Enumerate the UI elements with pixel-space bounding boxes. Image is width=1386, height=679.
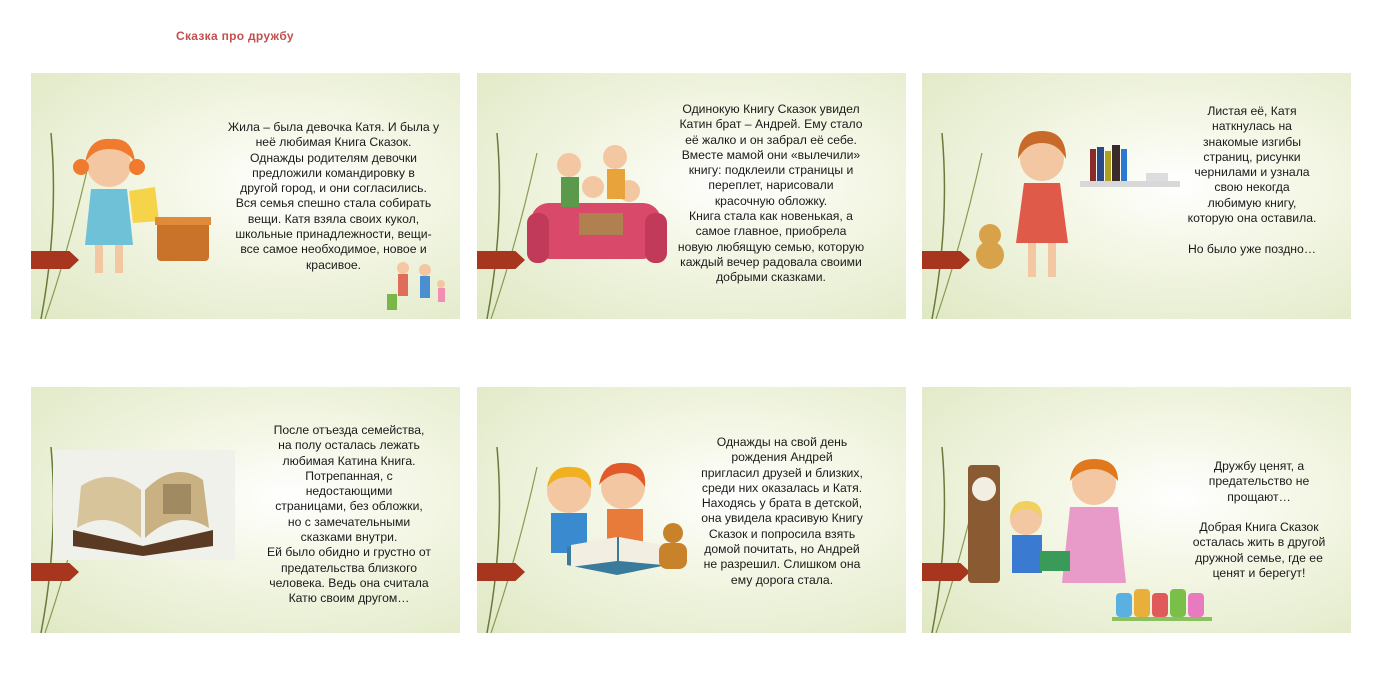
slide-4[interactable] — [31, 387, 460, 633]
slide-3[interactable] — [922, 73, 1351, 319]
family-reading-illustration — [527, 143, 667, 283]
slide-marker-arrow — [477, 563, 525, 581]
slide-2[interactable] — [477, 73, 906, 319]
girl-with-teddy-illustration — [972, 123, 1082, 293]
grandma-reading-illustration — [962, 459, 1132, 587]
slide-text: Жила – была девочка Катя. И была у неё любимая Книга Сказок. Однажды родителям девочки предложили командировку в другой город, и они согласились. Вся семья спешно стала собирать вещи. Катя взяла своих кукол, школьные принадлежности, вещи- все самое необходимое, новое и красивое. — [227, 120, 440, 272]
slide-text: Дружбу ценят, а предательство не прощают… Добрая Книга Сказок осталась жить в другой дружной семье, где ее ценят и берегут! — [1192, 459, 1326, 581]
slide-text: Одинокую Книгу Сказок увидел Катин брат – Андрей. Ему стало её жалко и он забрал её себе. Вместе мамой они «вылечили» книгу: подклеили страницы и переплет, нарисовали красочную обложку. Книга стала как новенькая, а самое главное, приобрела новую любящую семью, которую каждый вечер радовала своими добрыми сказками. — [677, 102, 865, 285]
page-title: Сказка про дружбу — [176, 29, 294, 43]
slide-marker-arrow — [922, 251, 970, 269]
slide-text: После отъезда семейства, на полу осталась лежать любимая Катина Книга. Потрепанная, с недостающими страницами, без обложки, но с замечательными сказками внутри. Ей было обидно и грустно от предательства близкого человека. Ведь она считала Катю своим другом… — [267, 423, 431, 606]
old-book-illustration — [53, 450, 235, 560]
slide-marker-arrow — [477, 251, 525, 269]
slide-text: Листая её, Катя наткнулась на знакомые изгибы страниц, рисунки чернилами и узнала свою некогда любимую книгу, которую она оставила. Но было уже поздно… — [1187, 104, 1317, 256]
girl-packing-illustration — [59, 125, 219, 285]
slide-5[interactable] — [477, 387, 906, 633]
fairy-tale-logo — [1112, 583, 1222, 623]
slide-6[interactable] — [922, 387, 1351, 633]
slide-marker-arrow — [31, 563, 79, 581]
bookshelf-illustration — [1080, 141, 1180, 191]
slide-1[interactable] — [31, 73, 460, 319]
slide-text: Однажды на свой день рождения Андрей пригласил друзей и близких, среди них оказалась и Катя. Находясь у брата в детской, она увидела красивую Книгу Сказок и попросила взять домой почитать, но Андрей не разрешил. Слишком она ему дорога стала. — [701, 435, 863, 587]
